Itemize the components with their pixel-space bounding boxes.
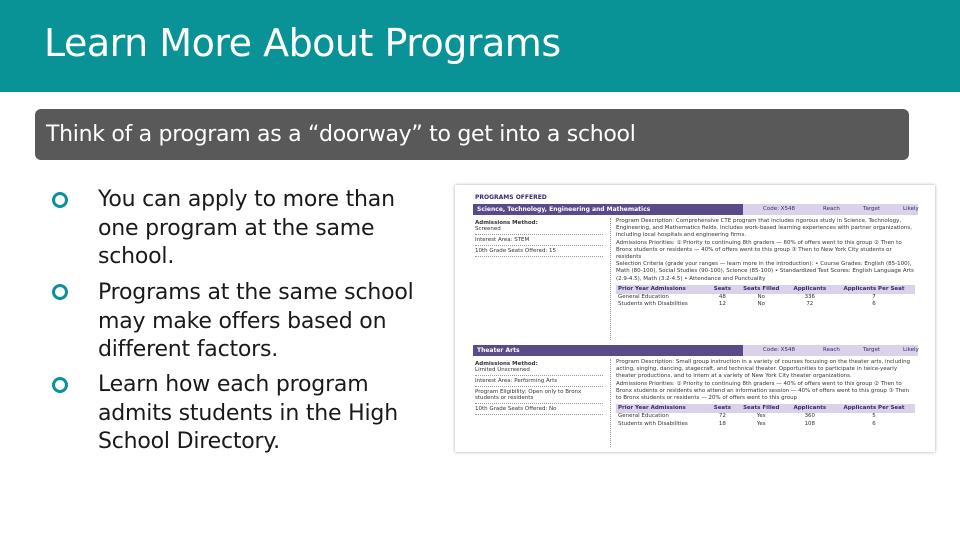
bullet-item: Learn how each program admits students in the High School Directory. (98, 372, 398, 455)
program-right-column (610, 218, 915, 340)
admissions-method-label: Admissions Method: (475, 220, 538, 226)
program-eligibility: Program Eligibility: Open only to Bronx students or residents (475, 387, 603, 404)
table-cell: Yes (756, 413, 766, 420)
table-cell: 72 (806, 301, 814, 308)
admissions-table (616, 285, 915, 309)
table-header: Applicants (787, 285, 833, 294)
program-left-column (475, 218, 603, 257)
table-cell: 108 (804, 420, 816, 427)
table-cell: 72 (718, 413, 726, 420)
admissions-priorities: Admissions Priorities: ① Priority to continuing 8th graders — 40% of offers went to this group ② Then to Bronx students or residents who attend an information session — 40% of offers went to this group ③ Then to Bronx students or residents — 20% of offers went to this group (616, 380, 910, 402)
table-cell: 336 (804, 294, 816, 301)
program-description: Program Description: Small group instruction in a variety of courses focusing on the theater arts, including acting, singing, dancing, stagecraft, and technical theater. Opportunities to participate in twice-yearly theater productions, and to intern at a variety of New York City theater organizations. (616, 359, 911, 380)
table-header: Seats (709, 404, 736, 413)
admissions-method-value: Screened (475, 226, 501, 232)
programs-offered-heading: PROGRAMS OFFERED (475, 194, 547, 201)
reach-label: Reach (823, 206, 840, 212)
table-cell: 5 (872, 413, 876, 420)
table-cell: General Education (618, 294, 669, 301)
table-cell: Yes (756, 420, 766, 427)
table-header: Seats Filled (736, 404, 787, 413)
likely-label: Likely (903, 347, 919, 353)
table-header: Applicants Per Seat (833, 404, 915, 413)
bullet-item: Programs at the same school may make offers based on different factors. (98, 280, 414, 363)
program-code-bar (743, 345, 918, 356)
subtitle-bar (35, 109, 909, 160)
program-description: Program Description: Comprehensive CTE program that includes rigorous study in Science, Technology, Engineering, and Mathematics fields. Includes work-based learning experiences with partner organizations, including local hospitals and engineering firms. (616, 218, 912, 239)
selection-criteria: Selection Criteria (grade your ranges — learn more in the introduction): • Course Grades: English (85-100), Math (80-100), Social Studies (90-100), Science (85-100) • Standardized Test Scores: English Language Arts (2.9-4.5), Math (3.2-4.5) • Attendance and Punctuality (616, 261, 914, 282)
table-cell: 12 (718, 301, 726, 308)
table-cell: Students with Disabilities (618, 420, 688, 427)
likely-label: Likely (903, 206, 919, 212)
program-code: Code: X548 (763, 206, 795, 212)
seats-offered: 10th Grade Seats Offered: No (475, 404, 603, 415)
target-label: Target (863, 206, 881, 212)
table-header: Applicants Per Seat (833, 285, 915, 294)
program-code-bar (743, 204, 918, 215)
table-row (616, 301, 915, 308)
table-cell: No (757, 294, 765, 301)
interest-area: Interest Area: STEM (475, 235, 603, 246)
table-cell: 48 (718, 294, 726, 301)
program-name-bar: Science, Technology, Engineering and Mathematics (473, 204, 743, 215)
table-cell: 18 (718, 420, 726, 427)
bullet-circle-icon (52, 284, 68, 300)
table-row (616, 413, 915, 420)
table-cell: 360 (804, 413, 816, 420)
seats-offered: 10th Grade Seats Offered: 15 (475, 246, 603, 257)
table-header: Prior Year Admissions (616, 404, 709, 413)
interest-area: Interest Area: Performing Arts (475, 376, 603, 387)
admissions-method-value: Limited Unscreened (475, 367, 530, 373)
program-right-column (610, 359, 915, 447)
target-label: Target (863, 347, 881, 353)
table-cell: General Education (618, 413, 669, 420)
table-cell: 7 (872, 294, 876, 301)
table-header: Seats Filled (736, 285, 787, 294)
table-header: Prior Year Admissions (616, 285, 709, 294)
table-cell: Students with Disabilities (618, 301, 688, 308)
admissions-priorities: Admissions Priorities: ① Priority to continuing 8th graders — 60% of offers went to this group ② Then to Bronx students or residents — 40% of offers went to this group ③ Then to New York City students or residents (616, 239, 902, 261)
directory-excerpt-image (455, 185, 935, 452)
program-name-bar: Theater Arts (473, 345, 743, 356)
bullet-circle-icon (52, 192, 68, 208)
table-header: Applicants (787, 404, 833, 413)
table-cell: 6 (872, 420, 876, 427)
admissions-method-label: Admissions Method: (475, 361, 538, 367)
admissions-table (616, 404, 915, 428)
header-bar (0, 0, 960, 92)
page-title: Learn More About Programs (44, 21, 561, 65)
table-cell: No (757, 301, 765, 308)
table-row (616, 294, 915, 301)
bullet-circle-icon (52, 377, 68, 393)
bullet-item: You can apply to more than one program at the same school. (98, 187, 395, 270)
subtitle-text: Think of a program as a “doorway” to get into a school (46, 122, 636, 147)
program-left-column (475, 359, 603, 415)
table-header: Seats (709, 285, 736, 294)
program-code: Code: X548 (763, 347, 795, 353)
reach-label: Reach (823, 347, 840, 353)
table-cell: 6 (872, 301, 876, 308)
table-row (616, 421, 915, 428)
